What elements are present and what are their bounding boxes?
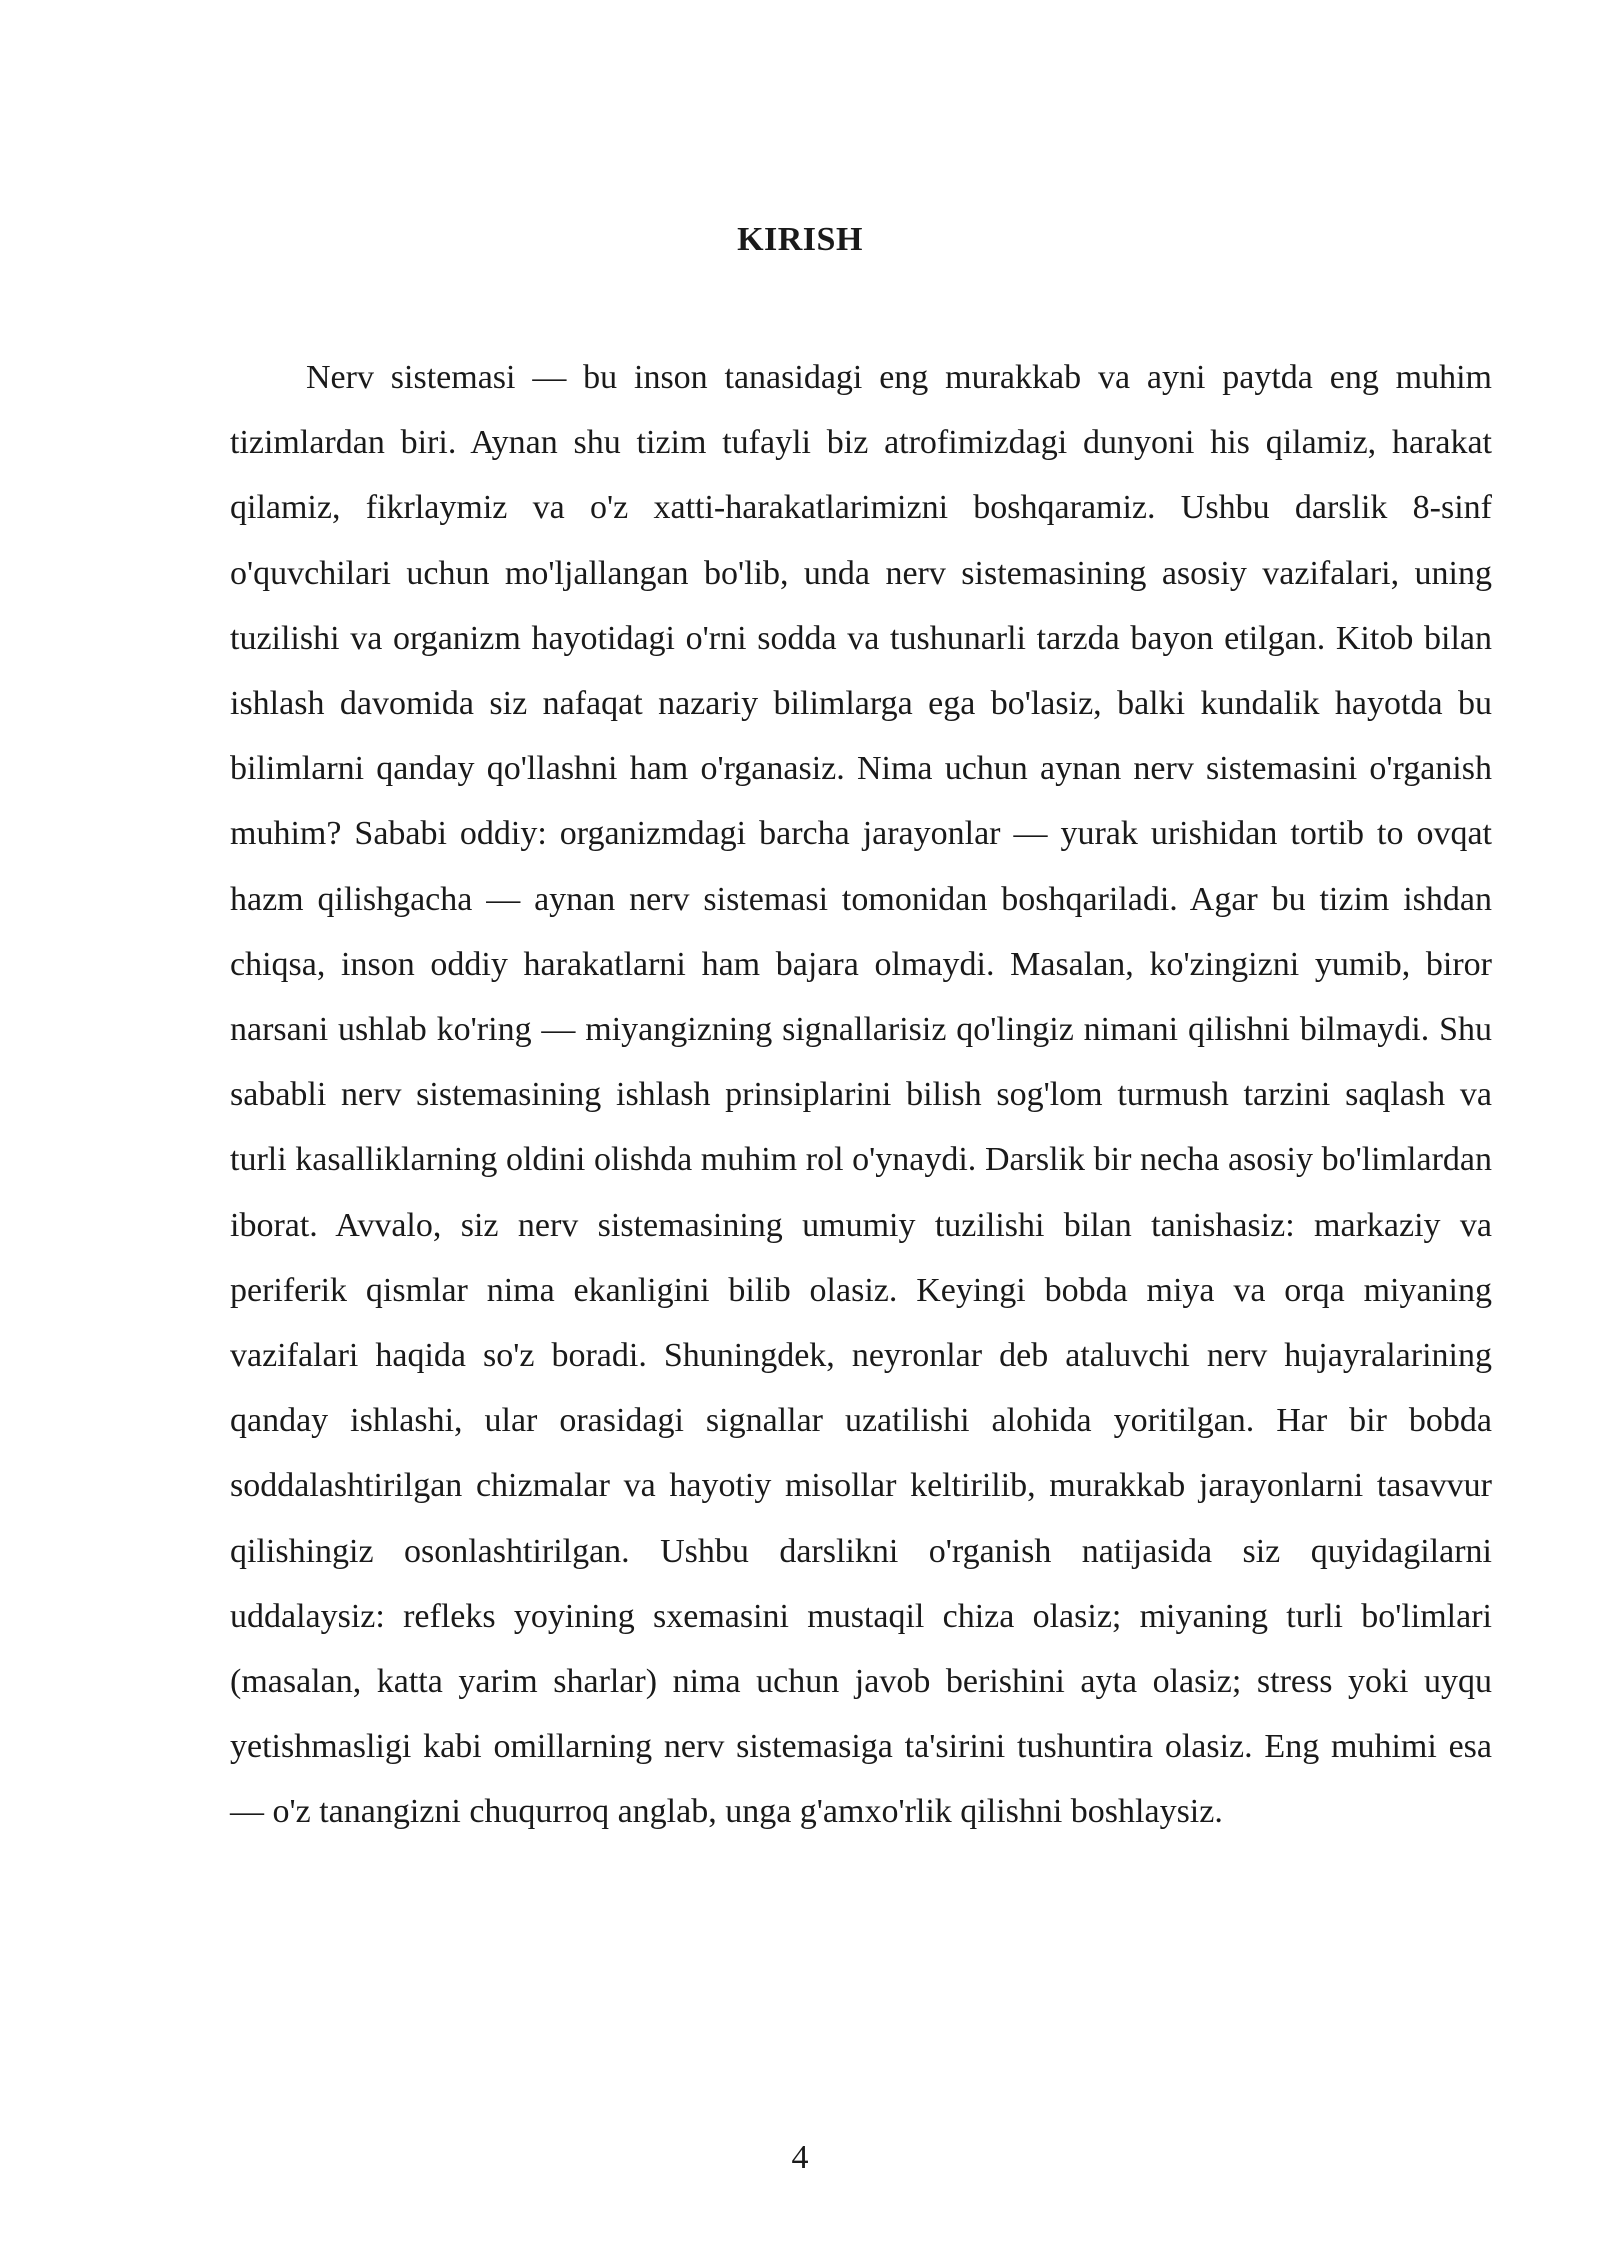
- body-paragraph: Nerv sistemasi — bu inson tanasidagi eng murakkab va ayni paytda eng muhim tizimlardan biri. Aynan shu tizim tufayli biz atrofimizdagi dunyoni his qilamiz, harakat qilamiz, fikrlaymiz va o'z xatti-harakatlarimizni boshqaramiz. Ushbu darslik 8-sinf o'quvchilari uchun mo'ljallangan bo'lib, unda nerv sistemasining asosiy vazifalari, uning tuzilishi va organizm hayotidagi o'rni sodda va tushunarli tarzda bayon etilgan. Kitob bilan ishlash davomida siz nafaqat nazariy bilimlarga ega bo'lasiz, balki kundalik hayotda bu bilimlarni qanday qo'llashni ham o'rganasiz. Nima uchun aynan nerv sistemasini o'rganish muhim? Sababi oddiy: organizmdagi barcha jarayonlar — yurak urishidan tortib to ovqat hazm qilishgacha — aynan nerv sistemasi tomonidan boshqariladi. Agar bu tizim ishdan chiqsa, inson oddiy harakatlarni ham bajara olmaydi. Masalan, ko'zingizni yumib, biror narsani ushlab ko'ring — miyangizning signallarisiz qo'lingiz nimani qilishni bilmaydi. Shu sababli nerv sistemasining ishlash prinsiplarini bilish sog'lom turmush tarzini saqlash va turli kasalliklarning oldini olishda muhim rol o'ynaydi. Darslik bir necha asosiy bo'limlardan iborat. Avvalo, siz nerv sistemasining umumiy tuzilishi bilan tanishasiz: markaziy va periferik qismlar nima ekanligini bilib olasiz. Keyingi bobda miya va orqa miyaning vazifalari haqida so'z boradi. Shuningdek, neyronlar deb ataluvchi nerv hujayralarining qanday ishlashi, ular orasidagi signallar uzatilishi alohida yoritilgan. Har bir bobda soddalashtirilgan chizmalar va hayotiy misollar keltirilib, murakkab jarayonlarni tasavvur qilishingiz osonlashtirilgan. Ushbu darslikni o'rganish natijasida siz quyidagilarni uddalaysiz: refleks yoyining sxemasini mustaqil chiza olasiz; miyaning turli bo'limlari (masalan, katta yarim sharlar) nima uchun javob berishini ayta olasiz; stress yoki uyqu yetishmasligi kabi omillarning nerv sistemasiga ta'sirini tushuntira olasiz. Eng muhimi esa — o'z tanangizni chuqurroq anglab, unga g'amxo'rlik qilishni boshlaysiz.: [230, 359, 1492, 1831]
- page-title: KIRISH: [737, 221, 863, 258]
- page-number: 4: [791, 2139, 809, 2176]
